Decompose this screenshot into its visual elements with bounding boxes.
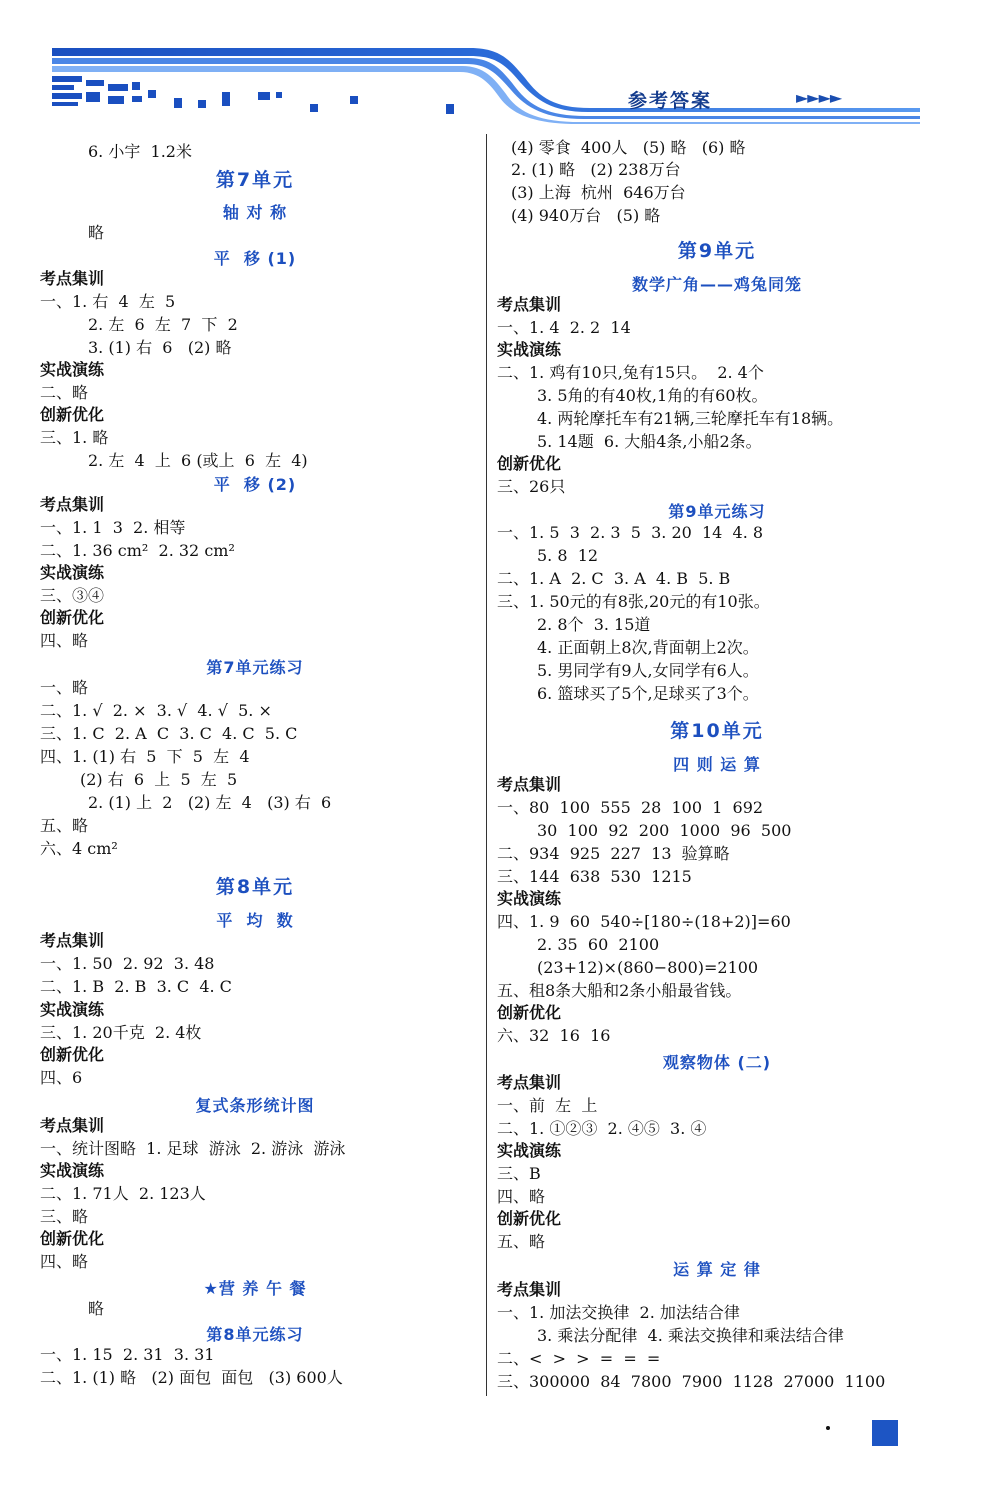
section-heading: 平 移 (2) — [213, 475, 297, 494]
section-heading: ★营 养 午 餐 — [203, 1279, 307, 1298]
page-number-mark — [872, 1420, 898, 1446]
answer-line: 5. 14题 6. 大船4条,小船2条。 — [537, 432, 762, 451]
answer-line: 三、1. C 2. A C 3. C 4. C 5. C — [40, 724, 298, 743]
answer-line: 5. 男同学有9人,女同学有6人。 — [537, 661, 759, 680]
answer-line: 4. 两轮摩托车有21辆,三轮摩托车有18辆。 — [537, 409, 844, 428]
section-heading: 平 均 数 — [216, 911, 294, 930]
subsection-label: 考点集训 — [497, 1073, 562, 1092]
subsection-label: 考点集训 — [497, 1280, 562, 1299]
answer-line: 一、统计图略 1. 足球 游泳 2. 游泳 游泳 — [40, 1139, 346, 1158]
answer-line: (23+12)×(860−800)=2100 — [537, 958, 759, 977]
answer-line: 五、租8条大船和2条小船最省钱。 — [497, 981, 742, 1000]
answer-line: 四、略 — [40, 631, 89, 650]
answer-line: 二、1. A 2. C 3. A 4. B 5. B — [497, 569, 731, 588]
answer-line: 二、934 925 227 13 验算略 — [497, 844, 730, 863]
section-heading: 运 算 定 律 — [673, 1260, 761, 1279]
answer-line: 略 — [88, 223, 105, 242]
footer-dot — [826, 1426, 830, 1430]
section-heading: 轴 对 称 — [222, 203, 288, 222]
answer-line: 2. 左 6 左 7 下 2 — [88, 315, 238, 334]
answer-line: (4) 零食 400人 (5) 略 (6) 略 — [511, 138, 746, 157]
section-heading: 数学广角——鸡兔同笼 — [631, 275, 802, 294]
section-heading: 第8单元练习 — [206, 1325, 304, 1344]
answer-line: 3. (1) 右 6 (2) 略 — [88, 338, 232, 357]
subsection-label: 考点集训 — [497, 295, 562, 314]
header-title: 参考答案 — [628, 90, 713, 112]
unit-heading: 第9单元 — [677, 240, 757, 262]
answer-line: (2) 右 6 上 5 左 5 — [80, 770, 238, 789]
subsection-label: 实战演练 — [497, 1141, 562, 1160]
subsection-label: 实战演练 — [40, 563, 105, 582]
answer-line: 3. 5角的有40枚,1角的有60枚。 — [537, 386, 768, 405]
subsection-label: 考点集训 — [40, 1116, 105, 1135]
answer-line: 四、略 — [497, 1187, 546, 1206]
answer-line: 四、1. (1) 右 5 下 5 左 4 — [40, 747, 250, 766]
answer-line: 一、1. 1 3 2. 相等 — [40, 518, 186, 537]
section-heading: 平 移 (1) — [213, 249, 297, 268]
subsection-label: 实战演练 — [40, 1161, 105, 1180]
answer-line: 2. (1) 上 2 (2) 左 4 (3) 右 6 — [88, 793, 332, 812]
unit-heading: 第10单元 — [670, 720, 764, 742]
subsection-label: 实战演练 — [40, 1000, 105, 1019]
answer-line: 5. 8 12 — [537, 546, 599, 565]
answer-line: 一、前 左 上 — [497, 1096, 598, 1115]
answer-line: 三、1. 50元的有8张,20元的有10张。 — [497, 592, 770, 611]
section-heading: 观察物体 (二) — [662, 1053, 772, 1072]
answer-line: 六、4 cm² — [40, 839, 118, 858]
answer-line: 一、1. 15 2. 31 3. 31 — [40, 1345, 215, 1364]
answer-line: 2. 左 4 上 6 (或上 6 左 4) — [88, 451, 308, 470]
answer-line: 三、1. 20千克 2. 4枚 — [40, 1023, 202, 1042]
subsection-label: 考点集训 — [40, 269, 105, 288]
answer-line: 三、144 638 530 1215 — [497, 867, 692, 886]
subsection-label: 创新优化 — [497, 1003, 562, 1022]
unit-heading: 第7单元 — [215, 169, 295, 191]
answer-line: 二、1. 36 cm² 2. 32 cm² — [40, 541, 235, 560]
section-heading: 复式条形统计图 — [195, 1096, 315, 1115]
answer-line: 一、80 100 555 28 100 1 692 — [497, 798, 764, 817]
subsection-label: 创新优化 — [497, 1209, 562, 1228]
answer-line: 二、略 — [40, 383, 89, 402]
answer-line: 二、1. 71人 2. 123人 — [40, 1184, 206, 1203]
subsection-label: 考点集训 — [40, 931, 105, 950]
answer-line: 四、略 — [40, 1252, 89, 1271]
answer-line: 二、1. √ 2. × 3. √ 4. √ 5. × — [40, 701, 272, 720]
answer-line: (4) 940万台 (5) 略 — [511, 206, 661, 225]
answer-line: 3. 乘法分配律 4. 乘法交换律和乘法结合律 — [537, 1326, 844, 1345]
answer-line: 三、③④ — [40, 586, 105, 605]
column-divider — [486, 134, 487, 1396]
answer-line: (3) 上海 杭州 646万台 — [511, 183, 686, 202]
subsection-label: 创新优化 — [40, 405, 105, 424]
answer-line: 2. (1) 略 (2) 238万台 — [511, 160, 681, 179]
answer-line: 6. 小宇 1.2米 — [88, 142, 192, 161]
answer-line: 三、略 — [40, 1207, 89, 1226]
answer-line: 五、略 — [497, 1232, 546, 1251]
answer-line: 一、1. 5 3 2. 3 5 3. 20 14 4. 8 — [497, 523, 764, 542]
answer-line: 六、32 16 16 — [497, 1026, 611, 1045]
answer-line: 二、1. ①②③ 2. ④⑤ 3. ④ — [497, 1119, 707, 1138]
answer-line: 一、1. 右 4 左 5 — [40, 292, 176, 311]
answer-line: 三、B — [497, 1164, 541, 1183]
answer-line: 一、1. 4 2. 2 14 — [497, 318, 631, 337]
answer-line: 一、1. 50 2. 92 3. 48 — [40, 954, 215, 973]
answer-line: 二、1. (1) 略 (2) 面包 面包 (3) 600人 — [40, 1368, 343, 1387]
answer-line: 30 100 92 200 1000 96 500 — [537, 821, 792, 840]
answer-line: 四、6 — [40, 1068, 83, 1087]
answer-line: 三、26只 — [497, 477, 566, 496]
subsection-label: 考点集训 — [497, 775, 562, 794]
answer-line: 五、略 — [40, 816, 89, 835]
subsection-label: 创新优化 — [40, 1229, 105, 1248]
subsection-label: 创新优化 — [497, 454, 562, 473]
answer-line: 三、300000 84 7800 7900 1128 27000 1100 — [497, 1372, 886, 1391]
answer-line: 二、< > > = = = — [497, 1349, 661, 1368]
subsection-label: 创新优化 — [40, 1045, 105, 1064]
answer-line: 2. 35 60 2100 — [537, 935, 660, 954]
answer-line: 四、1. 9 60 540÷[180÷(18+2)]=60 — [497, 912, 791, 931]
answer-line: 略 — [88, 1299, 105, 1318]
subsection-label: 创新优化 — [40, 608, 105, 627]
subsection-label: 实战演练 — [497, 340, 562, 359]
answer-line: 二、1. B 2. B 3. C 4. C — [40, 977, 232, 996]
header-banner-graphic — [0, 0, 1000, 130]
answer-line: 一、1. 加法交换律 2. 加法结合律 — [497, 1303, 740, 1322]
subsection-label: 实战演练 — [40, 360, 105, 379]
answer-line: 4. 正面朝上8次,背面朝上2次。 — [537, 638, 759, 657]
subsection-label: 考点集训 — [40, 495, 105, 514]
answer-line: 二、1. 鸡有10只,兔有15只。 2. 4个 — [497, 363, 764, 382]
subsection-label: 实战演练 — [497, 889, 562, 908]
section-heading: 四 则 运 算 — [673, 755, 761, 774]
header-arrows-icon: ►►►► — [796, 88, 842, 107]
section-heading: 第7单元练习 — [206, 658, 304, 677]
page-header — [0, 0, 1000, 130]
answer-line: 6. 篮球买了5个,足球买了3个。 — [537, 684, 759, 703]
answer-line: 三、1. 略 — [40, 428, 109, 447]
answer-line: 一、略 — [40, 678, 89, 697]
unit-heading: 第8单元 — [215, 876, 295, 898]
answer-line: 2. 8个 3. 15道 — [537, 615, 651, 634]
section-heading: 第9单元练习 — [668, 502, 766, 521]
